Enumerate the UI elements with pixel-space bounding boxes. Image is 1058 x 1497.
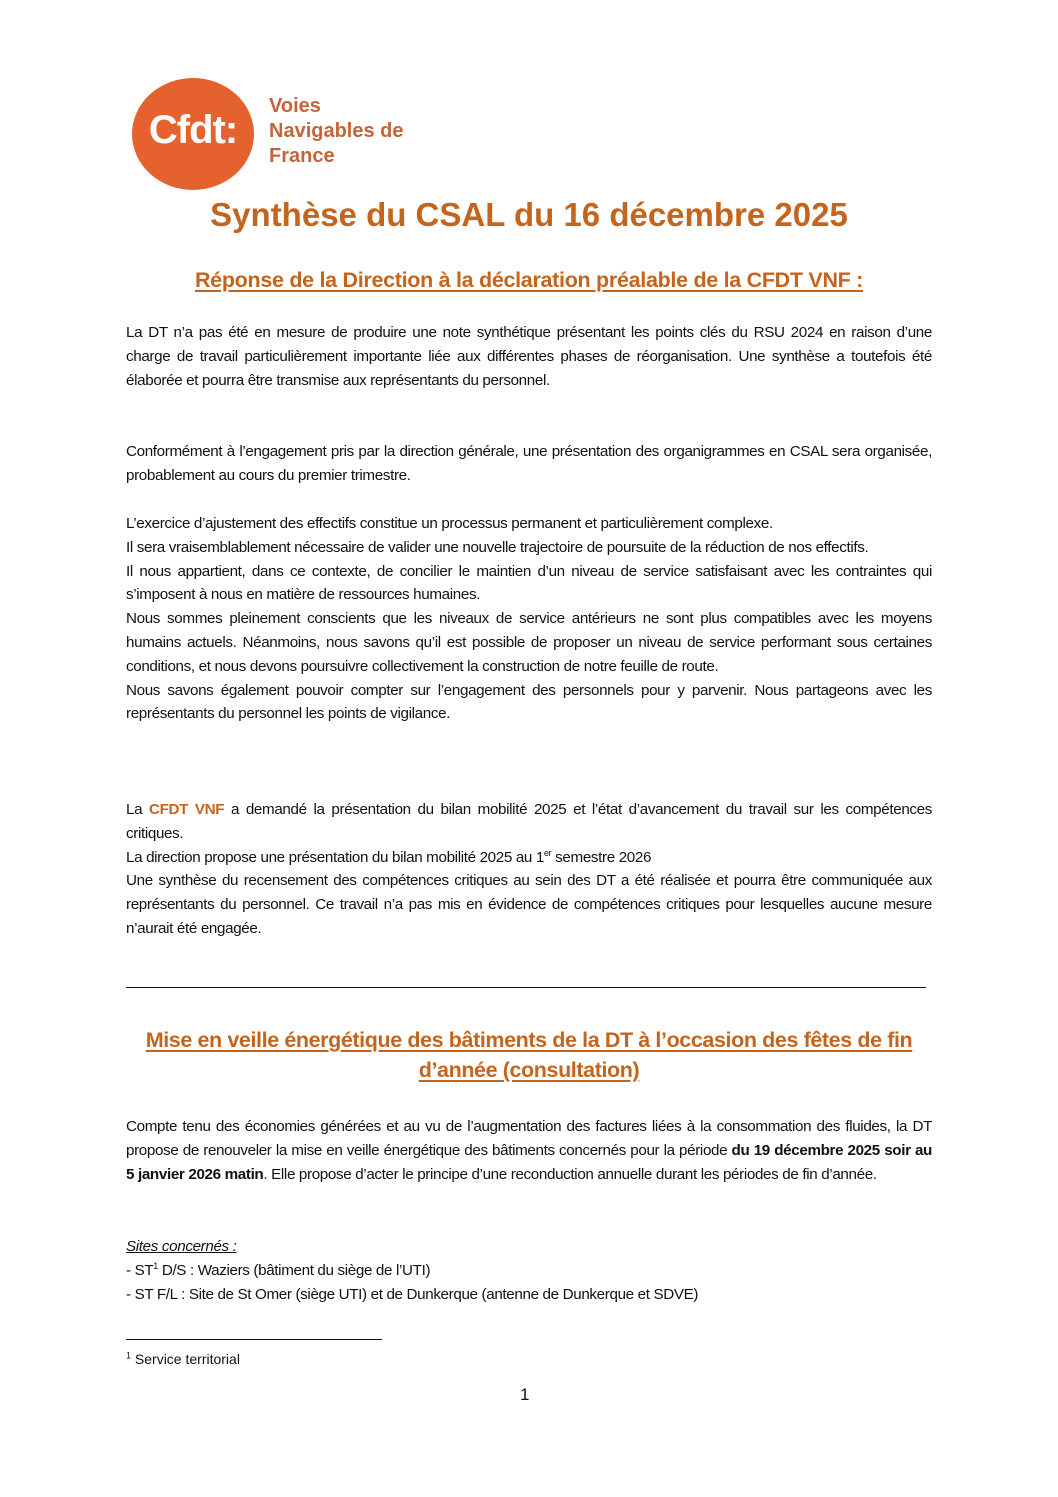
footnote-text: Service territorial (131, 1351, 240, 1367)
paragraph-line (126, 798, 932, 846)
paragraph-line (126, 1115, 932, 1186)
section-heading-mise-en-veille: Mise en veille énergétique des bâtiments de la DT à l’occasion des fêtes de fin d’année (consultation) (145, 1028, 913, 1082)
text-run: D/S : Waziers (bâtiment du siège de l’UTI) (157, 1261, 431, 1279)
footnote-mark: 1 (126, 1350, 132, 1361)
site-item (126, 1259, 932, 1283)
text-run: a demandé la présentation du bilan mobilité 2025 et l’état d’avancement du travail sur les compétences critiques. (126, 801, 932, 842)
footnote (126, 1351, 240, 1367)
paragraph-line: Nous savons également pouvoir compter sur l’engagement des personnels pour y parvenir. Nous partageons avec les représentants du personnel les points de vigilance. (126, 681, 932, 723)
paragraph-text: La DT n’a pas été en mesure de produire une note synthétique présentant les points clés du RSU 2024 en raison d’une charge de travail particulièrement importante liée aux différentes phases de réorganisation. Une synthèse a toutefois été élaborée et pourra être transmise aux représentants du personnel. (126, 324, 932, 389)
logo-text (269, 94, 404, 169)
sites-list (126, 1235, 932, 1306)
document-title: Synthèse du CSAL du 16 décembre 2025 (210, 196, 848, 233)
text-run: . Elle propose d’acter le principe d’une reconduction annuelle durant les périodes de fin d’année. (263, 1165, 877, 1183)
paragraph-line: L’exercice d’ajustement des effectifs constitue un processus permanent et particulièrement complexe. (126, 515, 773, 532)
text-run: - ST (126, 1261, 154, 1279)
logo-line: Navigables de (269, 120, 404, 142)
logo-line: Voies (269, 95, 321, 117)
logo-mark: Cfdt: (148, 108, 238, 152)
footnote-rule (126, 1339, 382, 1340)
period-bold: du 19 décembre 2025 soir au 5 janvier 2026 matin (126, 1141, 932, 1183)
paragraph-rsu (126, 321, 932, 392)
logo-circle (132, 78, 254, 190)
cfdt-vnf-highlight: CFDT VNF (148, 801, 225, 818)
paragraph-line: Nous sommes pleinement conscients que les niveaux de service antérieurs ne sont plus compatibles avec les moyens humains actuels. Néanmoins, nous savons qu’il est possible de proposer un niveau de service performant sous certaines conditions, et nous devons poursuivre collectivement la construction de notre feuille de route. (126, 610, 932, 675)
text-run: La (126, 801, 149, 818)
paragraph-line: Une synthèse du recensement des compétences critiques au sein des DT a été réalisée et pourra être communiquée aux représentants du personnel. Ce travail n’a pas mis en évidence de compétences critiques pour lesquelles aucune mesure n’aurait été engagée. (126, 872, 932, 937)
text-run: Compte tenu des économies générées et au vu de l’augmentation des factures liées à la consommation des fluides, la DT propose de renouveler la mise en veille énergétique des bâtiments concernés pour la période (126, 1118, 932, 1159)
logo-line: France (269, 145, 335, 167)
footnote-ref[interactable]: 1 (153, 1260, 158, 1271)
paragraph-effectifs (126, 512, 932, 726)
paragraph-line: Il nous appartient, dans ce contexte, de concilier le maintien d’un niveau de service satisfaisant avec les contraintes qui s’imposent à nous en matière de ressources humaines. (126, 562, 932, 604)
section-heading-direction-response: Réponse de la Direction à la déclaration préalable de la CFDT VNF : (194, 268, 864, 292)
cfdt-logo (132, 78, 452, 190)
superscript: er (544, 847, 552, 858)
text-run: semestre 2026 (551, 848, 652, 866)
section-separator (126, 987, 926, 988)
paragraph-organigrammes (126, 440, 932, 488)
paragraph-line (126, 846, 932, 870)
sites-label: Sites concernés : (126, 1238, 237, 1255)
text-run: La direction propose une présentation du bilan mobilité 2025 au 1 (126, 848, 544, 866)
paragraph-text: Conformément à l’engagement pris par la direction générale, une présentation des organigrammes en CSAL sera organisée, probablement au cours du premier trimestre. (126, 443, 932, 484)
page-number: 1 (520, 1385, 530, 1404)
paragraph-line: Il sera vraisemblablement nécessaire de valider une nouvelle trajectoire de poursuite de la réduction de nos effectifs. (126, 538, 869, 556)
paragraph-mobilite (126, 798, 932, 941)
paragraph-mise-en-veille (126, 1115, 932, 1186)
site-item: - ST F/L : Site de St Omer (siège UTI) et de Dunkerque (antenne de Dunkerque et SDVE) (126, 1285, 699, 1303)
